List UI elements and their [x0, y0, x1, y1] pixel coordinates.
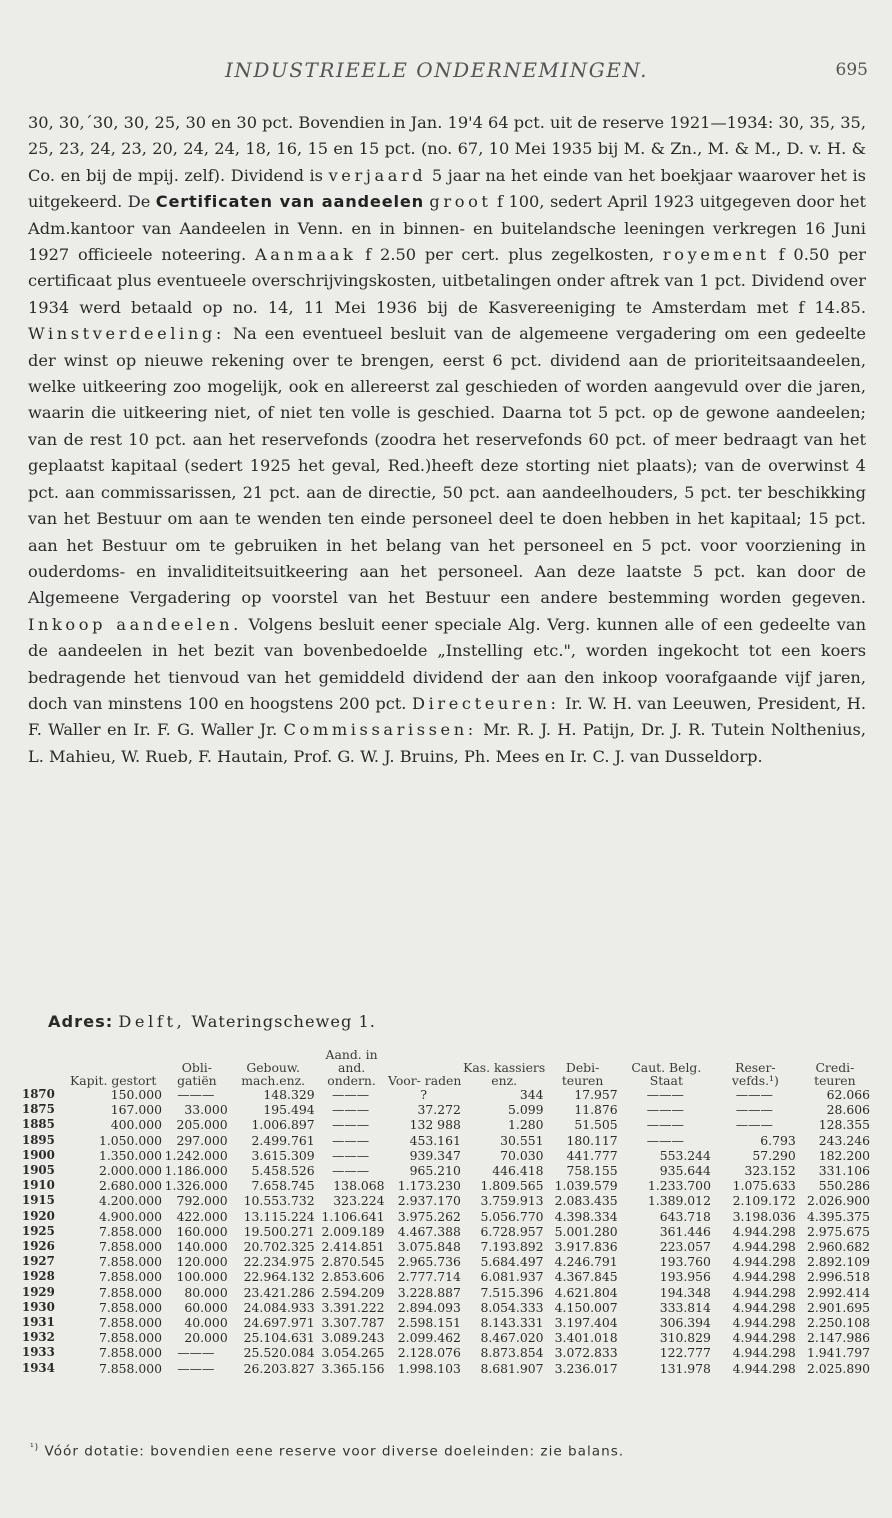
table-cell: 6.793 [760, 1132, 796, 1148]
table-row [22, 1133, 872, 1148]
table-cell: 310.829 [659, 1330, 711, 1346]
table-cell: 24.697.971 [243, 1315, 315, 1331]
table-cell: 3.615.309 [251, 1147, 315, 1163]
table-cell: 1.350.000 [98, 1147, 162, 1163]
text-segment: 5 jaar na het einde van het boekjaar waarover het is uitgekeerd. De [28, 165, 866, 212]
table-cell: 11.876 [574, 1102, 618, 1118]
table-cell: 205.000 [176, 1117, 228, 1133]
table-cell: 3.236.017 [554, 1360, 618, 1376]
table-cell: 1.186.000 [164, 1163, 228, 1179]
table-row [22, 1209, 872, 1224]
table-cell: 1.242.000 [164, 1147, 228, 1163]
table-cell: 7.858.000 [98, 1223, 162, 1239]
table-row [22, 1087, 872, 1102]
table-cell: 5.458.526 [251, 1163, 315, 1179]
year-cell: 1929 [22, 1284, 55, 1299]
table-row [22, 1269, 872, 1284]
table-cell: 4.900.000 [98, 1208, 162, 1224]
table-cell: 5.684.497 [480, 1254, 544, 1270]
column-header: Credi- teuren [814, 1060, 856, 1088]
table-row [22, 1330, 872, 1345]
year-cell: 1925 [22, 1223, 55, 1238]
table-cell: 361.446 [659, 1223, 711, 1239]
table-cell: 4.944.298 [732, 1315, 796, 1331]
table-cell: ——— [646, 1102, 684, 1118]
table-cell: 4.246.791 [554, 1254, 618, 1270]
table-cell: 182.200 [818, 1147, 870, 1163]
table-cell: 40.000 [184, 1315, 228, 1331]
table-cell: 6.728.957 [480, 1223, 544, 1239]
table-cell: 3.975.262 [397, 1208, 461, 1224]
table-cell: 8.054.333 [480, 1299, 544, 1315]
spaced-term: Inkoop aandeelen. [28, 614, 242, 634]
column-header: Reser- vefds.¹) [731, 1060, 779, 1088]
table-cell: 1.173.230 [397, 1178, 461, 1194]
table-cell: 3.228.887 [397, 1284, 461, 1300]
table-cell: 4.944.298 [732, 1223, 796, 1239]
text-segment: Ir. W. H. van Leeuwen, President, H. F. Waller en Ir. F. G. Waller Jr. [28, 693, 866, 740]
table-cell: 2.937.170 [397, 1193, 461, 1209]
table-body [22, 1087, 872, 1376]
table-cell: 4.467.388 [397, 1223, 461, 1239]
table-cell: ——— [331, 1163, 370, 1179]
year-cell: 1910 [22, 1178, 55, 1193]
table-cell: ? [420, 1087, 428, 1102]
table-cell: 441.777 [566, 1147, 618, 1163]
table-cell: 30.551 [500, 1132, 544, 1148]
table-cell: 131.978 [659, 1360, 711, 1376]
table-cell: 2.414.851 [321, 1239, 385, 1255]
table-cell: ——— [646, 1117, 684, 1133]
table-cell: 323.224 [333, 1193, 385, 1209]
table-cell: 1.389.012 [647, 1193, 711, 1209]
table-row [22, 1300, 872, 1315]
table-cell: 100.000 [176, 1269, 228, 1285]
table-cell: 4.944.298 [732, 1284, 796, 1300]
table-row [22, 1224, 872, 1239]
table-cell: 150.000 [110, 1087, 162, 1102]
table-cell: 2.594.209 [321, 1284, 385, 1300]
column-header [22, 1048, 62, 1087]
table-cell: 194.348 [659, 1284, 711, 1300]
table-cell: 22.964.132 [243, 1269, 315, 1285]
table-cell: 7.193.892 [480, 1239, 544, 1255]
table-row [22, 1315, 872, 1330]
table-cell: 8.467.020 [480, 1330, 544, 1346]
table-cell: 120.000 [176, 1254, 228, 1270]
table-cell: 7.858.000 [98, 1269, 162, 1285]
table-cell: 4.621.804 [554, 1284, 618, 1300]
table-cell: 57.290 [752, 1147, 796, 1163]
table-cell: 22.234.975 [243, 1254, 315, 1270]
table-cell: 3.075.848 [397, 1239, 461, 1255]
column-header: Voor- raden [388, 1073, 462, 1088]
table-cell: ——— [177, 1345, 215, 1361]
table-row [22, 1254, 872, 1269]
year-cell: 1900 [22, 1147, 55, 1162]
table-cell: 2.147.986 [806, 1330, 870, 1346]
table-cell: 13.115.224 [243, 1208, 315, 1224]
page-title: INDUSTRIEELE ONDERNEMINGEN. [225, 58, 648, 82]
table-cell: 8.143.331 [480, 1315, 544, 1331]
running-header [0, 58, 892, 88]
table-cell: 19.500.271 [243, 1223, 315, 1239]
spaced-term: verjaard [328, 165, 427, 185]
table-cell: 26.203.827 [243, 1360, 315, 1376]
table-cell: 4.944.298 [732, 1299, 796, 1315]
table-cell: 331.106 [818, 1163, 870, 1179]
table-cell: 4.150.007 [554, 1299, 618, 1315]
spaced-term: Directeuren: [412, 693, 560, 713]
table-cell: 7.858.000 [98, 1239, 162, 1255]
table-cell: 400.000 [110, 1117, 162, 1133]
table-row [22, 1102, 872, 1117]
table-cell: 2.499.761 [251, 1132, 315, 1148]
spaced-term: groot [429, 192, 492, 212]
table-cell: 553.244 [659, 1147, 711, 1163]
table-cell: 2.894.093 [397, 1299, 461, 1315]
text-segment: f 100, sedert April 1923 uitgegeven door het Adm.kantoor van Aandeelen in Venn. en in binnen- en buitelandsche leeningen verkregen 16 Juni 1927 officieele noteering. [28, 192, 866, 265]
table-cell: 7.858.000 [98, 1315, 162, 1331]
table-cell: 2.975.675 [806, 1223, 870, 1239]
balance-table [22, 1048, 872, 1376]
year-cell: 1885 [22, 1117, 55, 1132]
table-cell: 2.960.682 [806, 1239, 870, 1255]
address-label: Adres: [48, 1012, 114, 1031]
table-cell: 2.965.736 [397, 1254, 461, 1270]
address-line [48, 1012, 376, 1031]
table-cell: 758.155 [566, 1163, 618, 1179]
table-row [22, 1345, 872, 1360]
table-cell: 167.000 [110, 1102, 162, 1118]
body-text [28, 110, 866, 770]
column-header: Kas. kassiers enz. [463, 1060, 546, 1088]
table-cell: ——— [331, 1132, 370, 1148]
table-cell: 4.944.298 [732, 1360, 796, 1376]
table-cell: 243.246 [818, 1132, 870, 1148]
table-cell: ——— [735, 1102, 773, 1118]
year-cell: 1915 [22, 1193, 55, 1208]
table-cell: 28.606 [826, 1102, 870, 1118]
table-cell: 3.759.913 [480, 1193, 544, 1209]
table-cell: 446.418 [492, 1163, 544, 1179]
table-row [22, 1117, 872, 1132]
table-cell: 1.075.633 [732, 1178, 796, 1194]
table-cell: 422.000 [176, 1208, 228, 1224]
table-cell: 10.553.732 [243, 1193, 315, 1209]
table-cell: 128.355 [818, 1117, 870, 1133]
table-cell: 1.006.897 [251, 1117, 315, 1133]
year-cell: 1875 [22, 1102, 55, 1117]
table-header-row [22, 1048, 872, 1087]
table-cell: 3.197.404 [554, 1315, 618, 1331]
table-cell: 2.250.108 [806, 1315, 870, 1331]
table-row [22, 1285, 872, 1300]
table-cell: 140.000 [176, 1239, 228, 1255]
table-cell: 3.917.836 [554, 1239, 618, 1255]
table-cell: 6.081.937 [480, 1269, 544, 1285]
table-cell: 297.000 [176, 1132, 228, 1148]
table-cell: ——— [177, 1087, 215, 1102]
year-cell: 1928 [22, 1269, 55, 1284]
table-cell: 4.944.298 [732, 1239, 796, 1255]
table-cell: ——— [331, 1102, 370, 1118]
table-cell: 23.421.286 [243, 1284, 315, 1300]
table-cell: ——— [177, 1360, 215, 1376]
table-cell: 7.858.000 [98, 1345, 162, 1361]
table-cell: 3.391.222 [321, 1299, 385, 1315]
table-cell: 5.056.770 [480, 1208, 544, 1224]
column-header: Debi- teuren [561, 1060, 604, 1088]
table-cell: 453.161 [409, 1132, 461, 1148]
table-cell: 1.050.000 [98, 1132, 162, 1148]
table-cell: 122.777 [659, 1345, 711, 1361]
table-cell: 80.000 [184, 1284, 228, 1300]
table-cell: 25.520.084 [243, 1345, 315, 1361]
table-cell: 4.944.298 [732, 1269, 796, 1285]
page-number: 695 [835, 60, 868, 80]
table-cell: 25.104.631 [243, 1330, 315, 1346]
table-cell: 4.395.375 [806, 1208, 870, 1224]
table-cell: 5.099 [508, 1102, 544, 1118]
table-cell: 3.365.156 [321, 1360, 385, 1376]
table-cell: ——— [331, 1117, 370, 1133]
table-cell: 2.025.890 [806, 1360, 870, 1376]
table-cell: 3.307.787 [321, 1315, 385, 1331]
footnote-mark: ¹) [30, 1443, 40, 1453]
column-header: Aand. in and. ondern. [325, 1047, 378, 1088]
table-cell: 4.944.298 [732, 1254, 796, 1270]
table-cell: 5.001.280 [554, 1223, 618, 1239]
table-cell: 195.494 [263, 1102, 315, 1118]
text-segment: Na een eventueel besluit van de algemeene vergadering om een gedeelte der winst op nieuwe rekening over te brengen, eerst 6 pct. dividend aan de prioriteitsaandeelen, welke uitkeering zoo mogelijk, ook en allereerst zal geschieden of worden aangevuld over die jaren, waarin die uitkeering niet, of niet ten volle is geschied. Daarna tot 5 pct. op de gewone aandeelen; van de rest 10 pct. aan het reservefonds (zoodra het reservefonds 60 pct. of meer bedraagt van het geplaatst kapitaal (sedert 1925 het geval, Red.)heeft deze storting niet plaats); van de overwinst 4 pct. aan commissarissen, 21 pct. aan de directie, 50 pct. aan aandeelhouders, 5 pct. ter beschikking van het Bestuur om aan te wenden ten einde personeel deel te doen hebben in het kapitaal; 15 pct. aan het Bestuur om te gebruiken in het belang van het personeel en 5 pct. voor voorziening in ouderdoms- en invaliditeitsuitkeering aan het personeel. Aan deze laatste 5 pct. kan door de Algemeene Vergadering op voorstel van het Bestuur een andere bestemming worden gegeven. [28, 324, 866, 608]
table-cell: 2.853.606 [321, 1269, 385, 1285]
table-cell: 60.000 [184, 1299, 228, 1315]
table-cell: ——— [331, 1087, 370, 1102]
column-header: Kapit. gestort [69, 1073, 157, 1088]
spaced-term: Aanmaak [254, 245, 357, 265]
table-cell: 7.858.000 [98, 1360, 162, 1376]
table-cell: 4.944.298 [732, 1345, 796, 1361]
table-cell: 939.347 [409, 1147, 461, 1163]
table-row [22, 1193, 872, 1208]
table-row [22, 1148, 872, 1163]
table-cell: 1.809.565 [480, 1178, 544, 1194]
table-cell: 3.198.036 [732, 1208, 796, 1224]
table-cell: 33.000 [184, 1102, 228, 1118]
table-cell: 8.873.854 [480, 1345, 544, 1361]
table-cell: 333.814 [659, 1299, 711, 1315]
table-cell: ——— [646, 1132, 684, 1148]
table-cell: 550.286 [818, 1178, 870, 1194]
year-cell: 1932 [22, 1330, 55, 1345]
table-cell: 1.280 [508, 1117, 544, 1133]
table-cell: 2.680.000 [98, 1178, 162, 1194]
table-cell: 2.128.076 [397, 1345, 461, 1361]
table-cell: 1.326.000 [164, 1178, 228, 1194]
table-cell: 62.066 [826, 1087, 870, 1102]
table-cell: 180.117 [566, 1132, 618, 1148]
table-cell: ——— [735, 1087, 773, 1102]
table-cell: 4.367.845 [554, 1269, 618, 1285]
table-cell: 132 988 [409, 1117, 461, 1133]
year-cell: 1926 [22, 1239, 55, 1254]
table-cell: 4.398.334 [554, 1208, 618, 1224]
table-cell: 223.057 [659, 1239, 711, 1255]
text-segment: Mr. R. J. H. Patijn, Dr. J. R. Tutein Nolthenius, L. Mahieu, W. Rueb, F. Hautain, Prof. G. W. J. Bruins, Ph. Mees en Ir. C. J. van Dusseldorp. [28, 720, 866, 766]
spaced-term: Commissarissen: [283, 720, 477, 740]
table-cell: 2.099.462 [397, 1330, 461, 1346]
table-cell: 7.858.000 [98, 1284, 162, 1300]
bold-term: Certificaten van aandeelen [155, 192, 424, 212]
table-cell: 3.054.265 [321, 1345, 385, 1361]
table-cell: 792.000 [176, 1193, 228, 1209]
year-cell: 1934 [22, 1360, 55, 1375]
table-cell: ——— [331, 1147, 370, 1163]
year-cell: 1930 [22, 1299, 55, 1314]
table-cell: 20.000 [184, 1330, 228, 1346]
table-cell: 70.030 [500, 1147, 544, 1163]
table-cell: 8.681.907 [480, 1360, 544, 1376]
column-header: Gebouw. mach.enz. [241, 1060, 306, 1088]
address-street: Wateringscheweg 1. [185, 1012, 376, 1031]
table-cell: 7.858.000 [98, 1299, 162, 1315]
column-header: Caut. Belg. Staat [631, 1060, 702, 1088]
table-cell: 37.272 [417, 1102, 461, 1118]
table-cell: 2.892.109 [806, 1254, 870, 1270]
table-cell: 1.233.700 [647, 1178, 711, 1194]
table-cell: 2.009.189 [321, 1223, 385, 1239]
table-cell: 160.000 [176, 1223, 228, 1239]
table-cell: 965.210 [409, 1163, 461, 1179]
table-cell: ——— [735, 1117, 773, 1133]
text-segment: f 2.50 per cert. plus zegelkosten, [356, 245, 663, 265]
table-cell: 2.026.900 [806, 1193, 870, 1209]
table-cell: 7.515.396 [480, 1284, 544, 1300]
address-city: Delft, [118, 1012, 186, 1031]
table-cell: 4.944.298 [732, 1330, 796, 1346]
table-row [22, 1361, 872, 1376]
year-cell: 1920 [22, 1208, 55, 1223]
table-cell: 20.702.325 [243, 1239, 315, 1255]
table-cell: 3.089.243 [321, 1330, 385, 1346]
table-cell: 138.068 [333, 1178, 385, 1194]
table-cell: 193.956 [659, 1269, 711, 1285]
table-cell: 4.200.000 [98, 1193, 162, 1209]
footnote-text: Vóór dotatie: bovendien eene reserve voor diverse doeleinden: zie balans. [39, 1443, 625, 1460]
table-row [22, 1178, 872, 1193]
table-cell: 51.505 [574, 1117, 618, 1133]
table-cell: 2.992.414 [806, 1284, 870, 1300]
table-cell: 2.109.172 [732, 1193, 796, 1209]
financial-table [22, 1048, 872, 1376]
year-cell: 1931 [22, 1315, 55, 1330]
table-cell: 7.858.000 [98, 1330, 162, 1346]
table-cell: 643.718 [659, 1208, 711, 1224]
table-cell: 1.106.641 [321, 1208, 385, 1224]
table-cell: 7.658.745 [251, 1178, 315, 1194]
table-cell: 935.644 [659, 1163, 711, 1179]
table-cell: 2.598.151 [397, 1315, 461, 1331]
year-cell: 1905 [22, 1163, 55, 1178]
year-cell: 1933 [22, 1345, 55, 1360]
table-cell: 1.998.103 [397, 1360, 461, 1376]
table-cell: 2.996.518 [806, 1269, 870, 1285]
footnote [30, 1443, 624, 1460]
table-cell: 2.901.695 [806, 1299, 870, 1315]
table-cell: 7.858.000 [98, 1254, 162, 1270]
year-cell: 1927 [22, 1254, 55, 1269]
text-segment: Volgens besluit eener speciale Alg. Verg. kunnen alle of een gedeelte van de aandeelen in het bezit van bovenbedoelde „Instelling etc.", worden ingekocht tot een koers bedragende het tienvoud van het gemiddeld dividend der aan den inkoop voorafgaande vijf jaren, doch van minstens 100 en hoogstens 200 pct. [28, 614, 867, 713]
year-cell: 1870 [22, 1087, 55, 1101]
text-segment: f 0.50 per certificaat plus eventueele overschrijvingskosten, uitbetalingen onder aftrek van 1 pct. Dividend over 1934 werd betaald op no. 14, 11 Mei 1936 bij de Kasvereeniging te Amsterdam met f 14.85. [28, 245, 866, 317]
table-cell: 306.394 [659, 1315, 711, 1331]
table-cell: 24.084.933 [243, 1299, 315, 1315]
column-header: Obli- gatiën [177, 1060, 217, 1088]
table-cell: 2.870.545 [321, 1254, 385, 1270]
table-row [22, 1163, 872, 1178]
table-cell: 323.152 [744, 1163, 796, 1179]
spaced-term: Winstverdeeling: [28, 324, 225, 344]
table-cell: 148.329 [263, 1087, 315, 1102]
table-cell: 17.957 [574, 1087, 618, 1102]
table-row [22, 1239, 872, 1254]
spaced-term: royement [662, 245, 770, 265]
table-cell: 1.941.797 [806, 1345, 870, 1361]
year-cell: 1895 [22, 1132, 55, 1147]
table-cell: 2.777.714 [397, 1269, 461, 1285]
table-cell: 2.000.000 [98, 1163, 162, 1179]
text-segment: 30, 30,´30, 30, 25, 30 en 30 pct. Bovendien in Jan. 19'4 64 pct. uit de reserve 1921—1934: 30, 35, 35, 25, 23, 24, 23, 20, 24, 24, 18, 16, 15 en 15 pct. (no. 67, 10 Mei 1935 bij M. & Zn., M. & M., D. v. H. & Co. en bij de mpij. zelf). Dividend is [28, 113, 866, 185]
table-cell: 1.039.579 [554, 1178, 618, 1194]
table-cell: 2.083.435 [554, 1193, 618, 1209]
table-cell: 193.760 [659, 1254, 711, 1270]
table-cell: 344 [519, 1087, 544, 1102]
table-cell: 3.072.833 [554, 1345, 618, 1361]
table-cell: ——— [646, 1087, 684, 1102]
table-cell: 3.401.018 [554, 1330, 618, 1346]
